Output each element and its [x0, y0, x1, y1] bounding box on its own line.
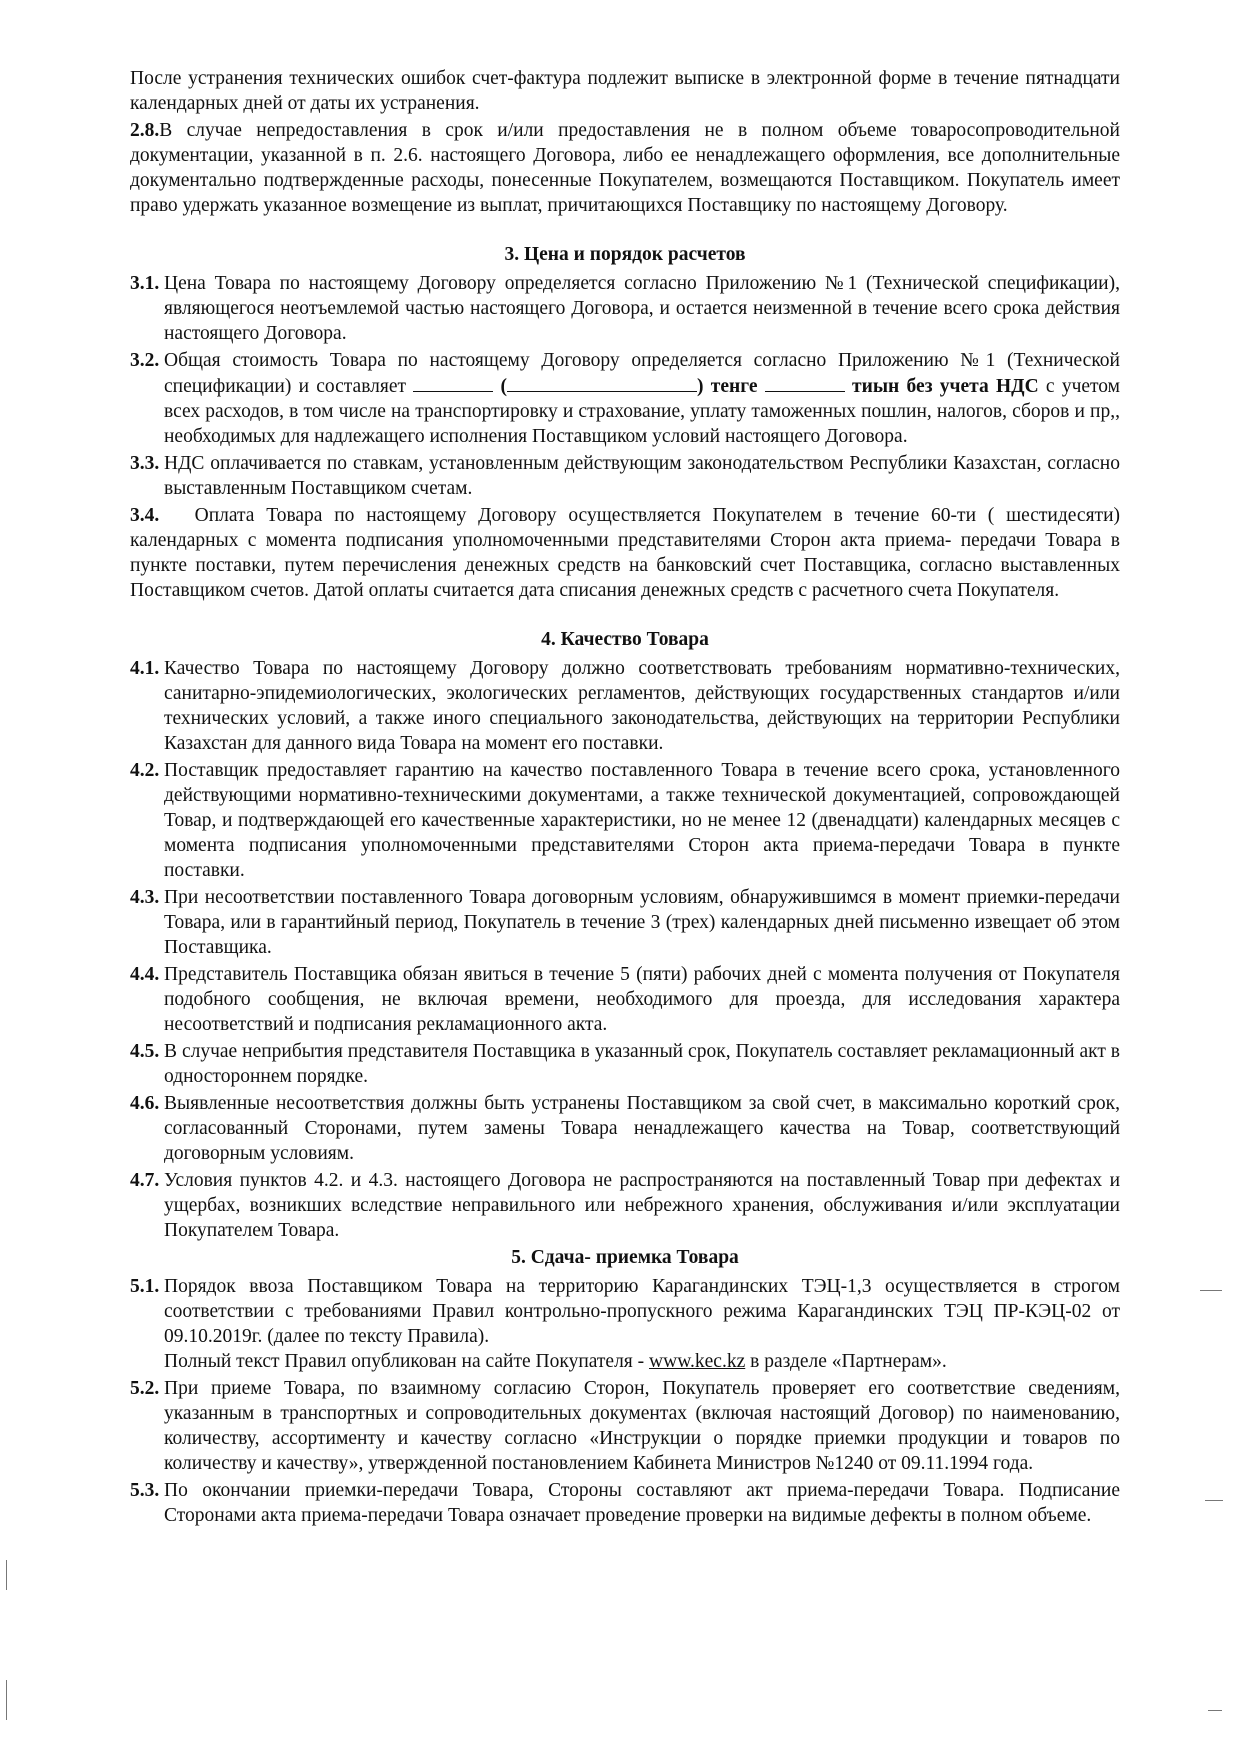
clause-3-4: [130, 503, 1120, 603]
clause-3-2-part-a: Общая стоимость Товара по настоящему Договору определяется согласно Приложению №1 (Технической спецификации) и составляет: [164, 350, 1120, 397]
clause-3-3-number: 3.3.: [130, 453, 160, 474]
clause-2-8-text: В случае непредоставления в срок и/или предоставления не в полном объеме товаросопроводительной документации, указанной в п. 2.6. настоящего Договора, либо ее ненадлежащего оформления, все дополнительные документально подтвержденные расходы, понесенные Покупателем, возмещаются Поставщиком. Покупатель имеет право удержать указанное возмещение из выплат, причитающихся Поставщику по настоящему Договору.: [130, 120, 1120, 216]
section-5-heading: 5. Сдача- приемка Товара: [511, 1247, 739, 1268]
clause-5-1-note-pre: Полный текст Правил опубликован на сайте Покупателя -: [164, 1351, 645, 1372]
clause-4-5-number: 4.5.: [130, 1041, 160, 1062]
clause-4-1-text: Качество Товара по настоящему Договору должно соответствовать требованиям нормативно-технических, санитарно-эпидемиологических, экологических регламентов, действующих государственных стандартов и/или технических условий, а также иного специального законодательства, действующих на территории Республики Казахстан для данного вида Товара на момент его поставки.: [164, 658, 1120, 754]
clause-5-2-text: При приеме Товара, по взаимному согласию Сторон, Покупатель проверяет его соответствие сведениям, указанным в транспортных и сопроводительных документах (включая настоящий Договор) по наименованию, количеству, ассортименту и качеству согласно «Инструкции о порядке приемки продукции и товаров по количеству и качеству», утвержденной постановлением Кабинета Министров №1240 от 09.11.1994 года.: [164, 1378, 1120, 1474]
clause-4-6-text: Выявленные несоответствия должны быть устранены Поставщиком за свой счет, в максимально короткий срок, согласованный Сторонами, путем замены Товара ненадлежащего качества на Товар, соответствующий договорным условиям.: [164, 1093, 1120, 1164]
paren-open: (: [500, 376, 508, 397]
scan-mark: [6, 1560, 7, 1590]
clause-3-4-number: 3.4.: [130, 505, 160, 526]
clause-2-8-number: 2.8.: [130, 120, 160, 141]
clause-4-4-number: 4.4.: [130, 964, 160, 985]
price-blank: [413, 373, 493, 392]
tenge-label: ) тенге: [697, 376, 758, 397]
clause-2-8: [130, 118, 1120, 218]
clause-3-2: [130, 348, 1120, 449]
clause-3-1-number: 3.1.: [130, 273, 160, 294]
clause-4-3: [130, 885, 1120, 960]
clause-4-7: [130, 1168, 1120, 1243]
clause-3-3: [130, 451, 1120, 501]
clause-4-7-number: 4.7.: [130, 1170, 160, 1191]
scan-mark: [1200, 1290, 1222, 1291]
clause-4-6-number: 4.6.: [130, 1093, 160, 1114]
clause-3-2-number: 3.2.: [130, 350, 160, 371]
clause-3-4-text: Оплата Товара по настоящему Договору осуществляется Покупателем в течение 60-ти ( шестидесяти) календарных с момента подписания уполномоченными представителями Сторон акта приема- передачи Товара в пункте поставки, путем перечисления денежных средств на банковский счет Поставщика, согласно выставленных Поставщиком счетов. Датой оплаты считается дата списания денежных средств с расчетного счета Покупателя.: [130, 505, 1120, 601]
clause-4-2-number: 4.2.: [130, 760, 160, 781]
document-page: [130, 66, 1120, 1530]
clause-4-3-text: При несоответствии поставленного Товара договорным условиям, обнаружившимся в момент приемки-передачи Товара, или в гарантийный период, Покупатель в течение 3 (трех) календарных дней письменно извещает об этом Поставщика.: [164, 887, 1120, 958]
clause-4-5: [130, 1039, 1120, 1089]
clause-4-6: [130, 1091, 1120, 1166]
clause-4-1-number: 4.1.: [130, 658, 160, 679]
website-link[interactable]: www.kec.kz: [649, 1351, 746, 1372]
clause-4-4-text: Представитель Поставщика обязан явиться в течение 5 (пяти) рабочих дней с момента получения от Покупателя подобного сообщения, не включая времени, необходимого для проезда, для исследования характера несоответствий и подписания рекламационного акта.: [164, 964, 1120, 1035]
clause-5-1-main: Порядок ввоза Поставщиком Товара на территорию Карагандинских ТЭЦ-1,3 осуществляется в строгом соответствии с требованиями Правил контрольно-пропускного режима Карагандинских ТЭЦ ПР-КЭЦ-02 от 09.10.2019г. (далее по тексту Правила).: [164, 1276, 1120, 1347]
clause-5-1-number: 5.1.: [130, 1276, 160, 1297]
clause-5-2: [130, 1376, 1120, 1476]
section-4-heading: 4. Качество Товара: [541, 629, 709, 650]
scan-mark: [1208, 1710, 1222, 1711]
intro-paragraph: После устранения технических ошибок счет-фактура подлежит выписке в электронной форме в течение пятнадцати календарных дней от даты их устранения.: [130, 68, 1120, 114]
clause-4-1: [130, 656, 1120, 756]
clause-3-2-text: [164, 348, 1120, 449]
tiyn-label: тиын: [852, 376, 900, 397]
clause-4-4: [130, 962, 1120, 1037]
clause-3-2-bold: без учета НДС: [906, 376, 1039, 397]
tiyn-blank: [765, 373, 845, 392]
clause-5-1-text: [164, 1274, 1120, 1374]
clause-5-3: [130, 1478, 1120, 1528]
section-3-heading: 3. Цена и порядок расчетов: [504, 244, 746, 265]
clause-5-2-number: 5.2.: [130, 1378, 160, 1399]
clause-4-7-text: Условия пунктов 4.2. и 4.3. настоящего Договора не распространяются на поставленный Товар при дефектах и ущербах, возникших вследствие неправильного или небрежного хранения, обслуживания и/или эксплуатации Покупателем Товара.: [164, 1170, 1120, 1241]
clause-4-5-text: В случае неприбытия представителя Поставщика в указанный срок, Покупатель составляет рекламационный акт в одностороннем порядке.: [164, 1041, 1120, 1087]
price-words-blank: [507, 373, 697, 392]
clause-3-2-part-b: с учетом всех расходов, в том числе на транспортировку и страхование, уплату таможенных пошлин, налогов, сборов и пр,, необходимых для надлежащего исполнения Поставщиком условий настоящего Договора.: [164, 376, 1121, 447]
scan-mark: [6, 1680, 7, 1720]
clause-3-3-text: НДС оплачивается по ставкам, установленным действующим законодательством Республики Казахстан, согласно выставленным Поставщиком счетам.: [164, 453, 1120, 499]
clause-5-3-text: По окончании приемки-передачи Товара, Стороны составляют акт приема-передачи Товара. Подписание Сторонами акта приема-передачи Товара означает проведение проверки на видимые дефекты в полном объеме.: [164, 1480, 1120, 1526]
clause-3-1-text: Цена Товара по настоящему Договору определяется согласно Приложению №1 (Технической спецификации), являющегося неотъемлемой частью настоящего Договора, и остается неизменной в течение всего срока действия настоящего Договора.: [164, 273, 1120, 344]
clause-4-2-text: Поставщик предоставляет гарантию на качество поставленного Товара в течение всего срока, установленного действующими нормативно-техническими документами, а также технической документацией, сопровождающей Товар, и подтверждающей его качественные характеристики, но не менее 12 (двенадцати) календарных месяцев с момента подписания уполномоченными представителями Сторон акта приема-передачи Товара в пункте поставки.: [164, 760, 1120, 881]
clause-4-3-number: 4.3.: [130, 887, 160, 908]
clause-4-2: [130, 758, 1120, 883]
clause-3-1: [130, 271, 1120, 346]
scan-mark: [1205, 1500, 1223, 1501]
clause-5-1-note-post: в разделе «Партнерам».: [750, 1351, 947, 1372]
clause-5-3-number: 5.3.: [130, 1480, 160, 1501]
clause-5-1: [130, 1274, 1120, 1374]
